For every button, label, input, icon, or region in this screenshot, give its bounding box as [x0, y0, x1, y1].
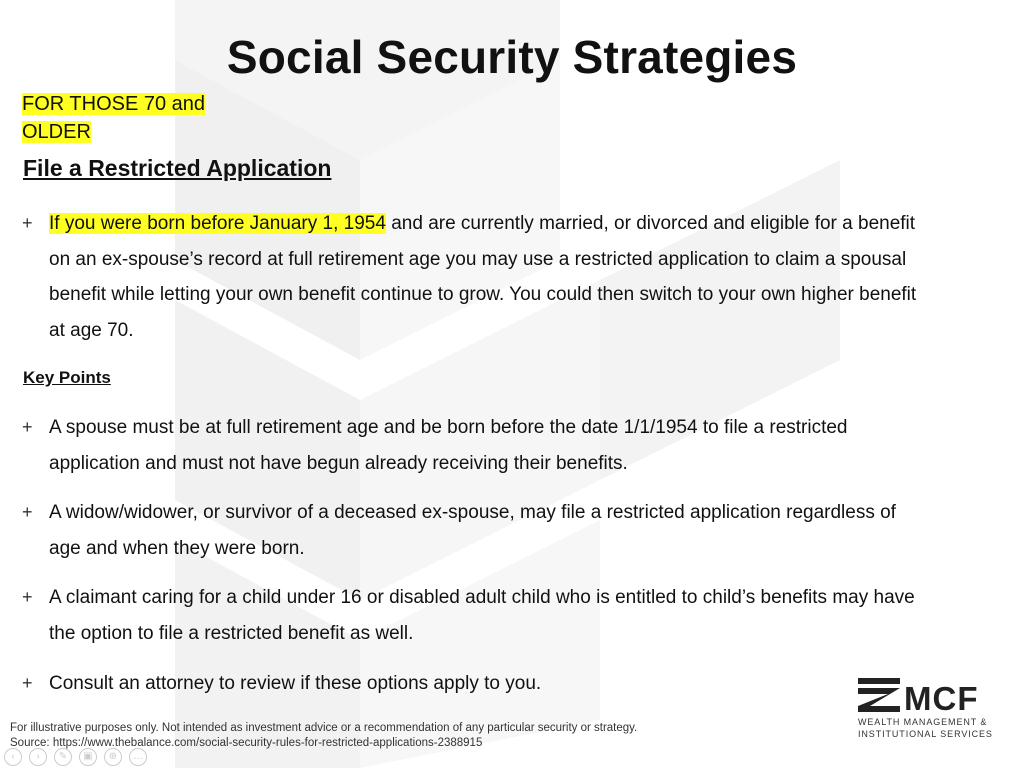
key-point-text: A widow/widower, or survivor of a deceased ex-spouse, may file a restricted application regardless of age and when they were born. [49, 502, 896, 559]
bullet-plus-icon: + [22, 213, 33, 233]
intro-highlight: If you were born before January 1, 1954 [49, 213, 386, 234]
disclaimer-text: For illustrative purposes only. Not intended as investment advice or a recommendation of any particular security or strategy. [10, 722, 638, 734]
key-points-heading: Key Points [23, 368, 111, 387]
logo-brand: MCF [904, 680, 979, 717]
audience-label-line2: OLDER [22, 121, 91, 143]
intro-bullet [22, 206, 922, 348]
source-text: Source: https://www.thebalance.com/social-security-rules-for-restricted-applications-2388915 [10, 737, 483, 749]
key-point-item [22, 410, 922, 481]
key-point-item [22, 495, 922, 566]
slide-title: Social Security Strategies [226, 31, 798, 83]
section-subheading: File a Restricted Application [23, 155, 332, 181]
key-point-text: Consult an attorney to review if these options apply to you. [49, 673, 542, 694]
mcf-logo-icon [856, 676, 902, 714]
zoom-icon[interactable]: ⊕ [104, 748, 122, 766]
bullet-plus-icon: + [22, 502, 33, 522]
logo-tagline-line2: INSTITUTIONAL SERVICES [858, 729, 993, 739]
mcf-logo [856, 676, 996, 746]
audience-label [22, 90, 205, 146]
audience-label-line1: FOR THOSE 70 and [22, 93, 206, 115]
key-point-text: A spouse must be at full retirement age and be born before the date 1/1/1954 to file a restricted application and must not have begun already receiving their benefits. [49, 417, 848, 474]
logo-tagline [858, 716, 993, 740]
prev-icon[interactable]: ‹ [4, 748, 22, 766]
key-point-item [22, 666, 922, 702]
bullet-plus-icon: + [22, 673, 33, 693]
pen-icon[interactable]: ✎ [54, 748, 72, 766]
next-icon[interactable]: › [29, 748, 47, 766]
more-icon[interactable]: … [129, 748, 147, 766]
bullet-plus-icon: + [22, 587, 33, 607]
slide-toolbar [4, 746, 154, 766]
intro-text: and are currently married, or divorced and eligible for a benefit on an ex-spouse’s record at full retirement age you may use a restricted application to claim a spousal benefit while letting your own benefit continue to grow. You could then switch to your own higher benefit at age 70. [49, 213, 917, 341]
key-point-item [22, 580, 922, 651]
key-point-text: A claimant caring for a child under 16 or disabled adult child who is entitled to child’s benefits may have the option to file a restricted benefit as well. [49, 587, 915, 644]
logo-tagline-line1: WEALTH MANAGEMENT & [858, 717, 988, 727]
slides-icon[interactable]: ▣ [79, 748, 97, 766]
bullet-plus-icon: + [22, 417, 33, 437]
